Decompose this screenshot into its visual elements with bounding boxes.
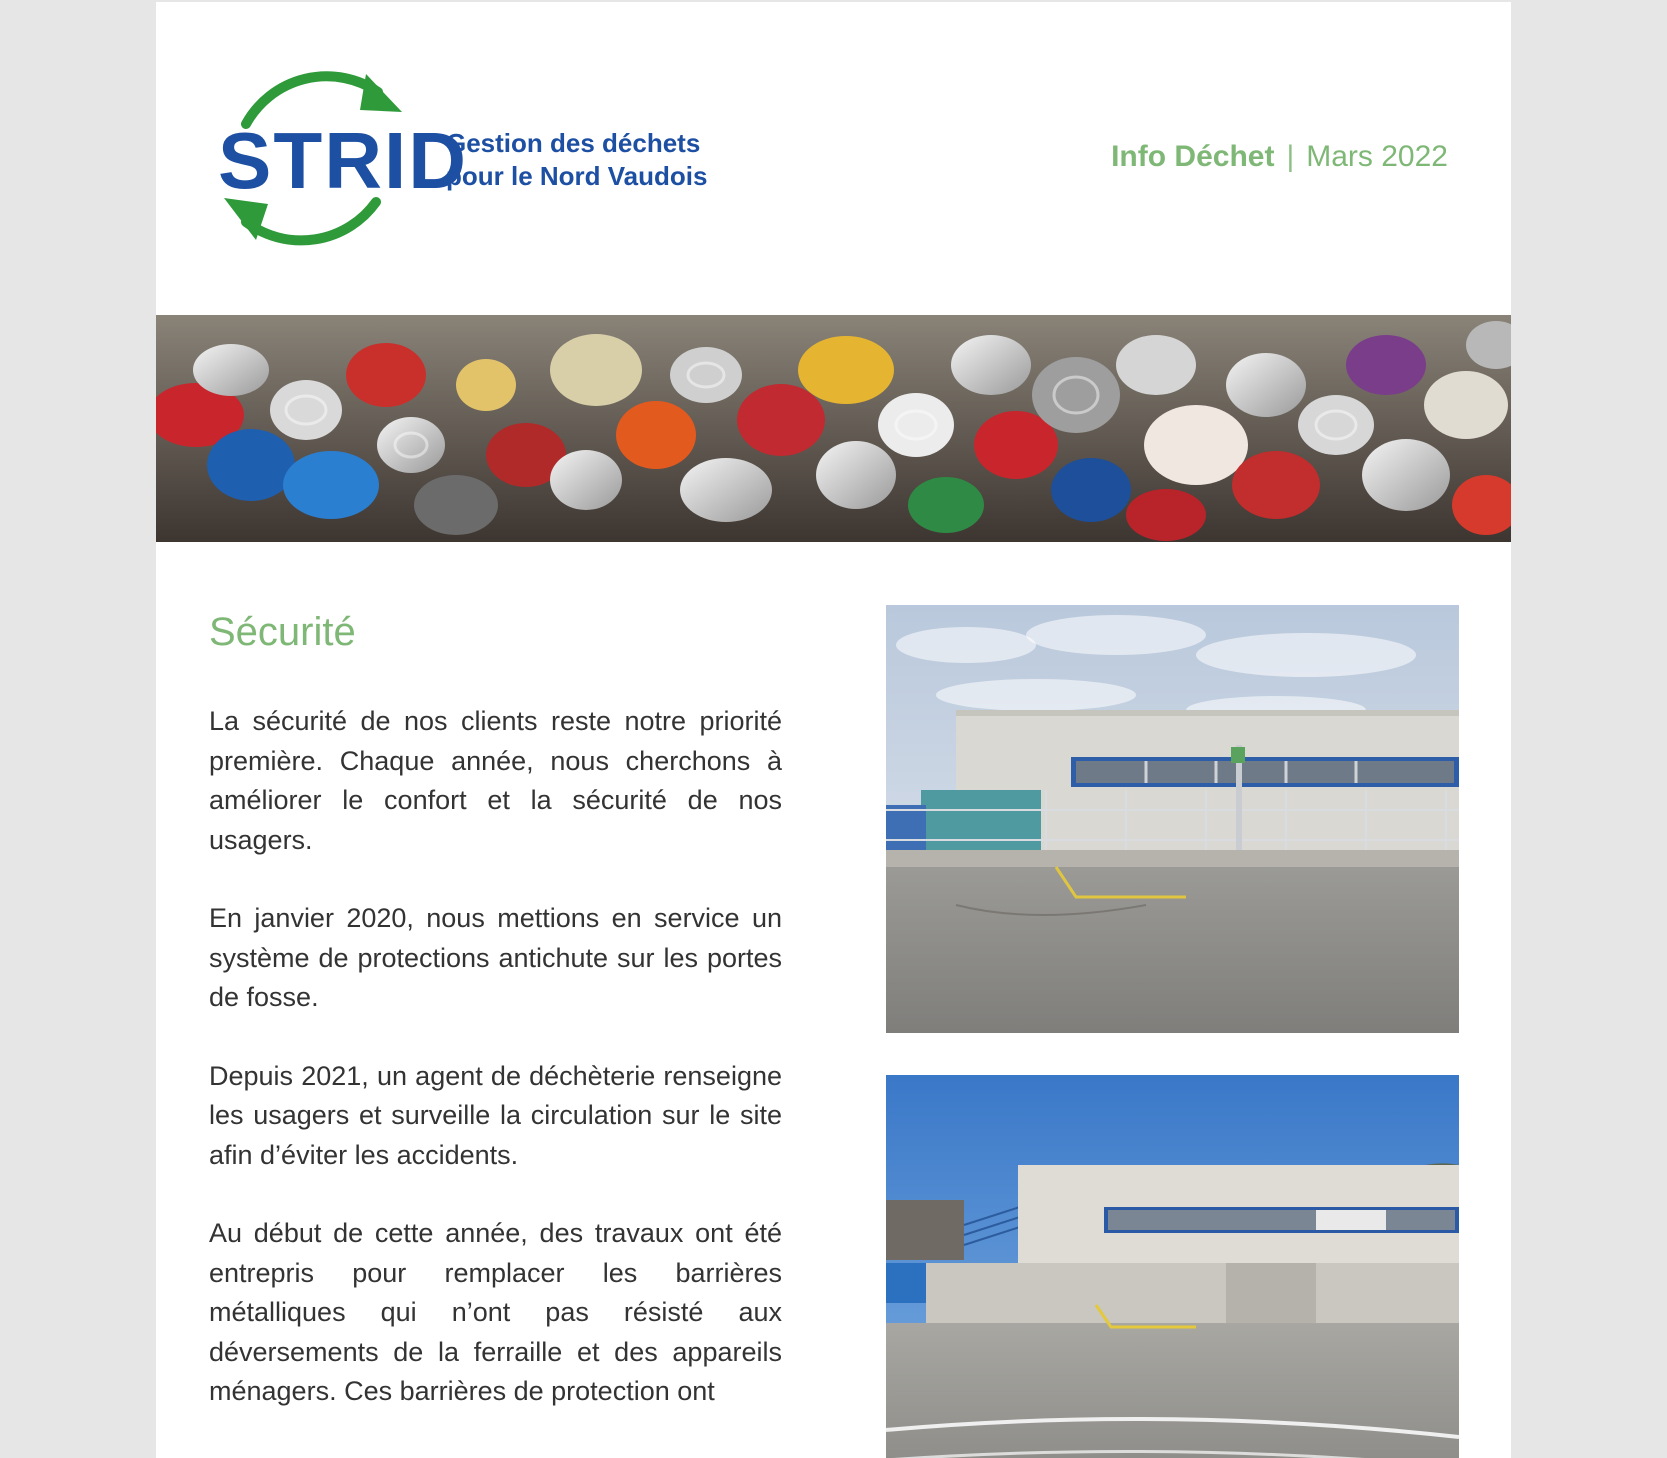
article-paragraph: La sécurité de nos clients reste notre priorité première. Chaque année, nous cherchons à améliorer le confort et la sécurité de nos usagers.	[209, 706, 782, 855]
brand-tagline-1: Gestion des déchets	[446, 128, 701, 158]
brand-wordmark: STRID	[218, 116, 468, 205]
banner-image	[156, 315, 1511, 542]
issue-date: Mars 2022	[1306, 140, 1448, 173]
strid-logo[interactable]	[216, 62, 736, 262]
article-paragraph: En janvier 2020, nous mettions en service un système de protections antichute sur les portes de fosse.	[209, 903, 782, 1012]
article-paragraph: Au début de cette année, des travaux ont été entrepris pour remplacer les barrières métalliques qui n’ont pas résisté aux déversements de la ferraille et des appareils ménagers. Ces barrières de protection ont	[209, 1218, 782, 1406]
article-body	[209, 702, 782, 1451]
article-title: Sécurité	[209, 610, 356, 654]
article-paragraph: Depuis 2021, un agent de déchèterie renseigne les usagers et surveille la circulation sur le site afin d’éviter les accidents.	[209, 1060, 782, 1170]
newsletter-label: Info Déchet	[1111, 140, 1275, 173]
newsletter-sheet	[156, 2, 1511, 1458]
issue-label	[1111, 140, 1448, 174]
facility-photo-2	[886, 1075, 1459, 1458]
brand-tagline-2: pour le Nord Vaudois	[446, 161, 708, 191]
facility-photo-1	[886, 605, 1459, 1033]
issue-separator: |	[1286, 140, 1295, 173]
